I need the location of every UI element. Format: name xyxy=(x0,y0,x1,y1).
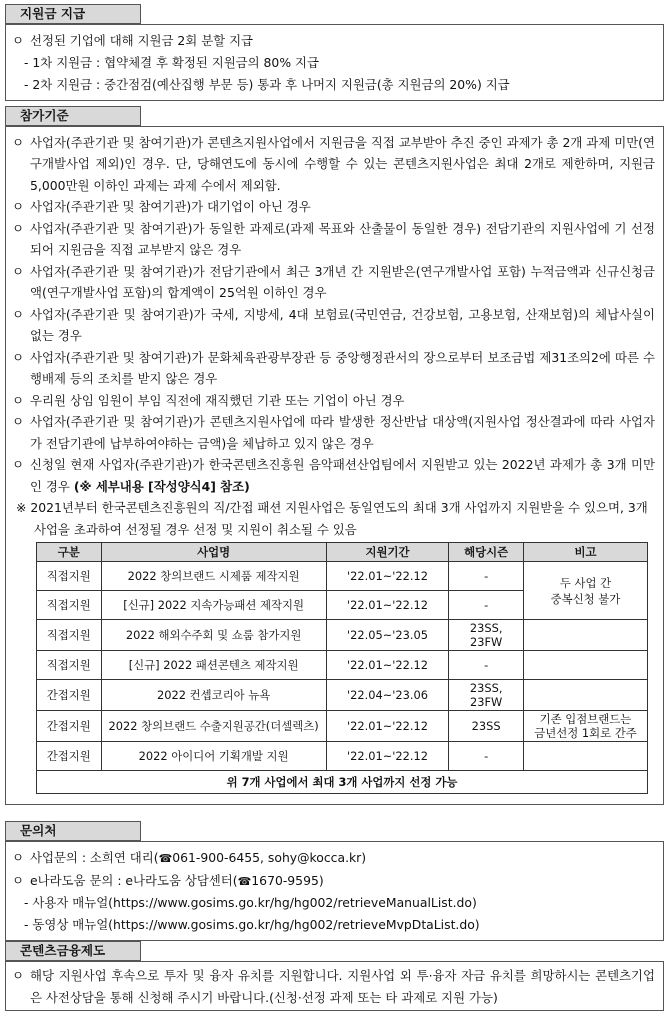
table-cell xyxy=(523,680,647,711)
section-body-contact xyxy=(5,841,664,941)
table-header-cell: 사업명 xyxy=(101,543,326,562)
table-cell: 2022 창의브랜드 시제품 제작지원 xyxy=(101,562,326,591)
criteria-item xyxy=(12,411,655,454)
table-cell: 직접지원 xyxy=(37,620,102,651)
criteria-text: 사업자(주관기관 및 참여기관)가 국세, 지방세, 4대 보험료(국민연금, 건강보험, 고용보험, 산재보험)의 체납사실이 없는 경우 xyxy=(30,306,655,343)
program-table xyxy=(36,542,648,794)
table-row xyxy=(37,651,648,680)
table-header-cell: 비고 xyxy=(523,543,647,562)
table-row xyxy=(37,620,648,651)
table-cell: 2022 아이디어 기획개발 지원 xyxy=(101,742,326,771)
criteria-text: 사업자(주관기관 및 참여기관)가 콘텐츠지원사업에 따라 발생한 정산반납 대상액(지원사업 정산결과에 따라 사업자가 전담기관에 납부하여야하는 금액)을 체납하고 있지 않은 경우 xyxy=(30,414,655,451)
table-cell: [신규] 2022 지속가능패션 제작지원 xyxy=(101,591,326,620)
bullet-icon: ㅇ xyxy=(12,392,24,408)
document-page xyxy=(5,4,664,1011)
criteria-item xyxy=(12,304,655,347)
contact-2-prefix: e나라도움 문의 : e나라도움 상담센터( xyxy=(30,872,238,888)
contact-2-suffix: 1670-9595) xyxy=(251,872,324,888)
criteria-item xyxy=(12,347,655,390)
bullet-icon: ㅇ xyxy=(12,199,24,214)
table-cell: '22.01~'22.12 xyxy=(326,591,449,620)
table-cell: 직접지원 xyxy=(37,651,102,680)
payment-sub-2: - 2차 지원금 : 중간점검(예산집행 부문 등) 통과 후 나머지 지원금(총 지원금의 20%) 지급 xyxy=(24,76,510,92)
table-cell: 직접지원 xyxy=(37,591,102,620)
table-cell: 23SS, 23FW xyxy=(449,620,524,651)
table-cell: 간접지원 xyxy=(37,680,102,711)
phone-icon: ☎ xyxy=(237,874,252,888)
section-body-criteria xyxy=(5,126,664,806)
criteria-item xyxy=(12,261,655,304)
bullet-icon: ㅇ xyxy=(12,134,24,150)
section-body-payment xyxy=(5,24,664,101)
bullet-icon: ㅇ xyxy=(12,220,24,236)
table-cell: '22.01~'22.12 xyxy=(326,562,449,591)
table-cell xyxy=(523,620,647,651)
bullet-icon: ㅇ xyxy=(12,349,24,365)
criteria-last-bold: (※ 세부내용 [작성양식4] 참조) xyxy=(73,478,250,494)
criteria-last-text: 신청일 현재 사업자(주관기관)가 한국콘텐츠진흥원 음악패션산업팀에서 지원받고 있는 2022년 과제가 총 3개 미만인 경우 xyxy=(30,457,655,494)
table-cell: 간접지원 xyxy=(37,711,102,742)
table-cell: 간접지원 xyxy=(37,742,102,771)
table-cell: 2022 창의브랜드 수출지원공간(더셀렉츠) xyxy=(101,711,326,742)
criteria-text: 사업자(주관기관 및 참여기관)가 동일한 과제로(과제 목표와 산출물이 동일한 경우) 전담기관의 지원사업에 기 선정되어 지원금을 직접 교부받지 않은 경우 xyxy=(30,220,655,257)
criteria-item xyxy=(12,196,655,218)
bullet-icon: ㅇ xyxy=(12,872,24,888)
table-cell: 2022 해외수주회 및 쇼룸 참가지원 xyxy=(101,620,326,651)
criteria-item xyxy=(12,218,655,261)
criteria-text: 우리원 상임 임원이 부임 직전에 재직했던 기관 또는 기업이 아닌 경우 xyxy=(30,392,405,408)
bullet-icon: ㅇ xyxy=(12,414,24,429)
criteria-text: 사업자(주관기관 및 참여기관)가 대기업이 아닌 경우 xyxy=(30,199,311,214)
criteria-text: 사업자(주관기관 및 참여기관)가 전담기관에서 최근 3개년 간 지원받은(연구개발사업 포함) 누적금액과 신규신청금액(연구개발사업 포함)의 합계액이 25억원 이하인 경우 xyxy=(30,263,655,300)
table-cell: 23SS xyxy=(449,711,524,742)
table-footer: 위 7개 사업에서 최대 3개 사업까지 선정 가능 xyxy=(37,771,648,794)
payment-sub-1: - 1차 지원금 : 협약체결 후 확정된 지원금의 80% 지급 xyxy=(24,54,319,70)
criteria-item xyxy=(12,390,655,412)
table-body xyxy=(37,562,648,794)
table-cell: [신규] 2022 패션콘텐츠 제작지원 xyxy=(101,651,326,680)
table-header-cell: 지원기간 xyxy=(326,543,449,562)
table-cell: 기존 입점브랜드는 금년선정 1회로 간주 xyxy=(523,711,647,742)
table-header-cell: 구분 xyxy=(37,543,102,562)
finance-text: 해당 지원사업 후속으로 투자 및 융자 유치를 지원합니다. 지원사업 외 투·융자 자금 유치를 희망하시는 콘텐츠기업은 사전상담을 통해 신청해 주시기 바랍니다.(신청·선정 과제 또는 타 과제로 지원 가능) xyxy=(30,968,655,1005)
criteria-item xyxy=(12,132,655,197)
table-cell: '22.04~'23.06 xyxy=(326,680,449,711)
criteria-list xyxy=(12,132,655,455)
section-title-finance: 콘텐츠금융제도 xyxy=(5,941,141,961)
bullet-icon: ㅇ xyxy=(12,457,24,472)
finance-item xyxy=(12,965,655,1008)
bullet-icon: ㅇ xyxy=(12,263,24,279)
table-cell: 2022 컨셉코리아 뉴욕 xyxy=(101,680,326,711)
table-header-row xyxy=(37,543,648,562)
table-row xyxy=(37,562,648,591)
table-cell xyxy=(523,651,647,680)
table-cell: '22.01~'22.12 xyxy=(326,711,449,742)
table-cell: '22.01~'22.12 xyxy=(326,651,449,680)
table-cell: '22.01~'22.12 xyxy=(326,742,449,771)
table-cell: - xyxy=(449,651,524,680)
criteria-text: 사업자(주관기관 및 참여기관)가 문화체육관광부장관 등 중앙행정관서의 장으로부터 보조금법 제31조의2에 따른 수행배제 등의 조치를 받지 않은 경우 xyxy=(30,349,655,386)
bullet-icon: ㅇ xyxy=(12,968,24,983)
manual-link-user[interactable]: - 사용자 매뉴얼(https://www.gosims.go.kr/hg/hg002/retrieveManualList.do) xyxy=(24,895,477,910)
table-row xyxy=(37,711,648,742)
section-title-contact: 문의처 xyxy=(5,821,141,841)
table-cell xyxy=(523,742,647,771)
table-footer-row xyxy=(37,771,648,794)
table-row xyxy=(37,680,648,711)
table-cell: 직접지원 xyxy=(37,562,102,591)
table-row xyxy=(37,742,648,771)
table-cell: '22.05~'23.05 xyxy=(326,620,449,651)
criteria-text: 사업자(주관기관 및 참여기관)가 콘텐츠지원사업에서 지원금을 직접 교부받아 추진 중인 과제가 총 2개 과제 미만(연구개발사업 제외)인 경우. 단, 당해연도에 동시에 수행할 수 있는 콘텐츠지원사업은 최대 2개로 제한하며, 지원금 5,000만원 이하인 과제는 과제 수에서 제외함. xyxy=(30,134,655,193)
payment-text: 선정된 기업에 대해 지원금 2회 분할 지급 xyxy=(30,33,254,48)
bullet-icon: ㅇ xyxy=(12,850,24,865)
section-title-criteria: 참가기준 xyxy=(5,106,141,126)
criteria-note: ※ 2021년부터 한국콘텐츠진흥원의 직/간접 패션 지원사업은 동일연도의 최대 3개 사업까지 지원받을 수 있으며, 3개 사업을 초과하여 선정될 경우 선정 및 지원이 취소될 수 있음 xyxy=(16,500,648,537)
contact-1-suffix: 061-900-6455, sohy@kocca.kr) xyxy=(172,850,367,865)
table-merged-note: 두 사업 간 중복신청 불가 xyxy=(523,562,647,620)
table-cell: - xyxy=(449,591,524,620)
bullet-icon: ㅇ xyxy=(12,33,24,48)
contact-1-prefix: 사업문의 : 소희연 대리( xyxy=(30,850,159,865)
table-cell: 23SS, 23FW xyxy=(449,680,524,711)
manual-link-video[interactable]: - 동영상 매뉴얼(https://www.gosims.go.kr/hg/hg002/retrieveMvpDtaList.do) xyxy=(24,917,480,932)
table-cell: - xyxy=(449,562,524,591)
contact-item-2 xyxy=(12,870,655,893)
bullet-icon: ㅇ xyxy=(12,306,24,322)
phone-icon: ☎ xyxy=(158,852,173,865)
payment-bullet xyxy=(12,30,655,52)
table-header-cell: 해당시즌 xyxy=(449,543,524,562)
section-body-finance xyxy=(5,961,664,1011)
criteria-item-last xyxy=(12,454,655,497)
table-cell: - xyxy=(449,742,524,771)
section-title-payment: 지원금 지급 xyxy=(5,4,141,24)
contact-item-1 xyxy=(12,847,655,870)
